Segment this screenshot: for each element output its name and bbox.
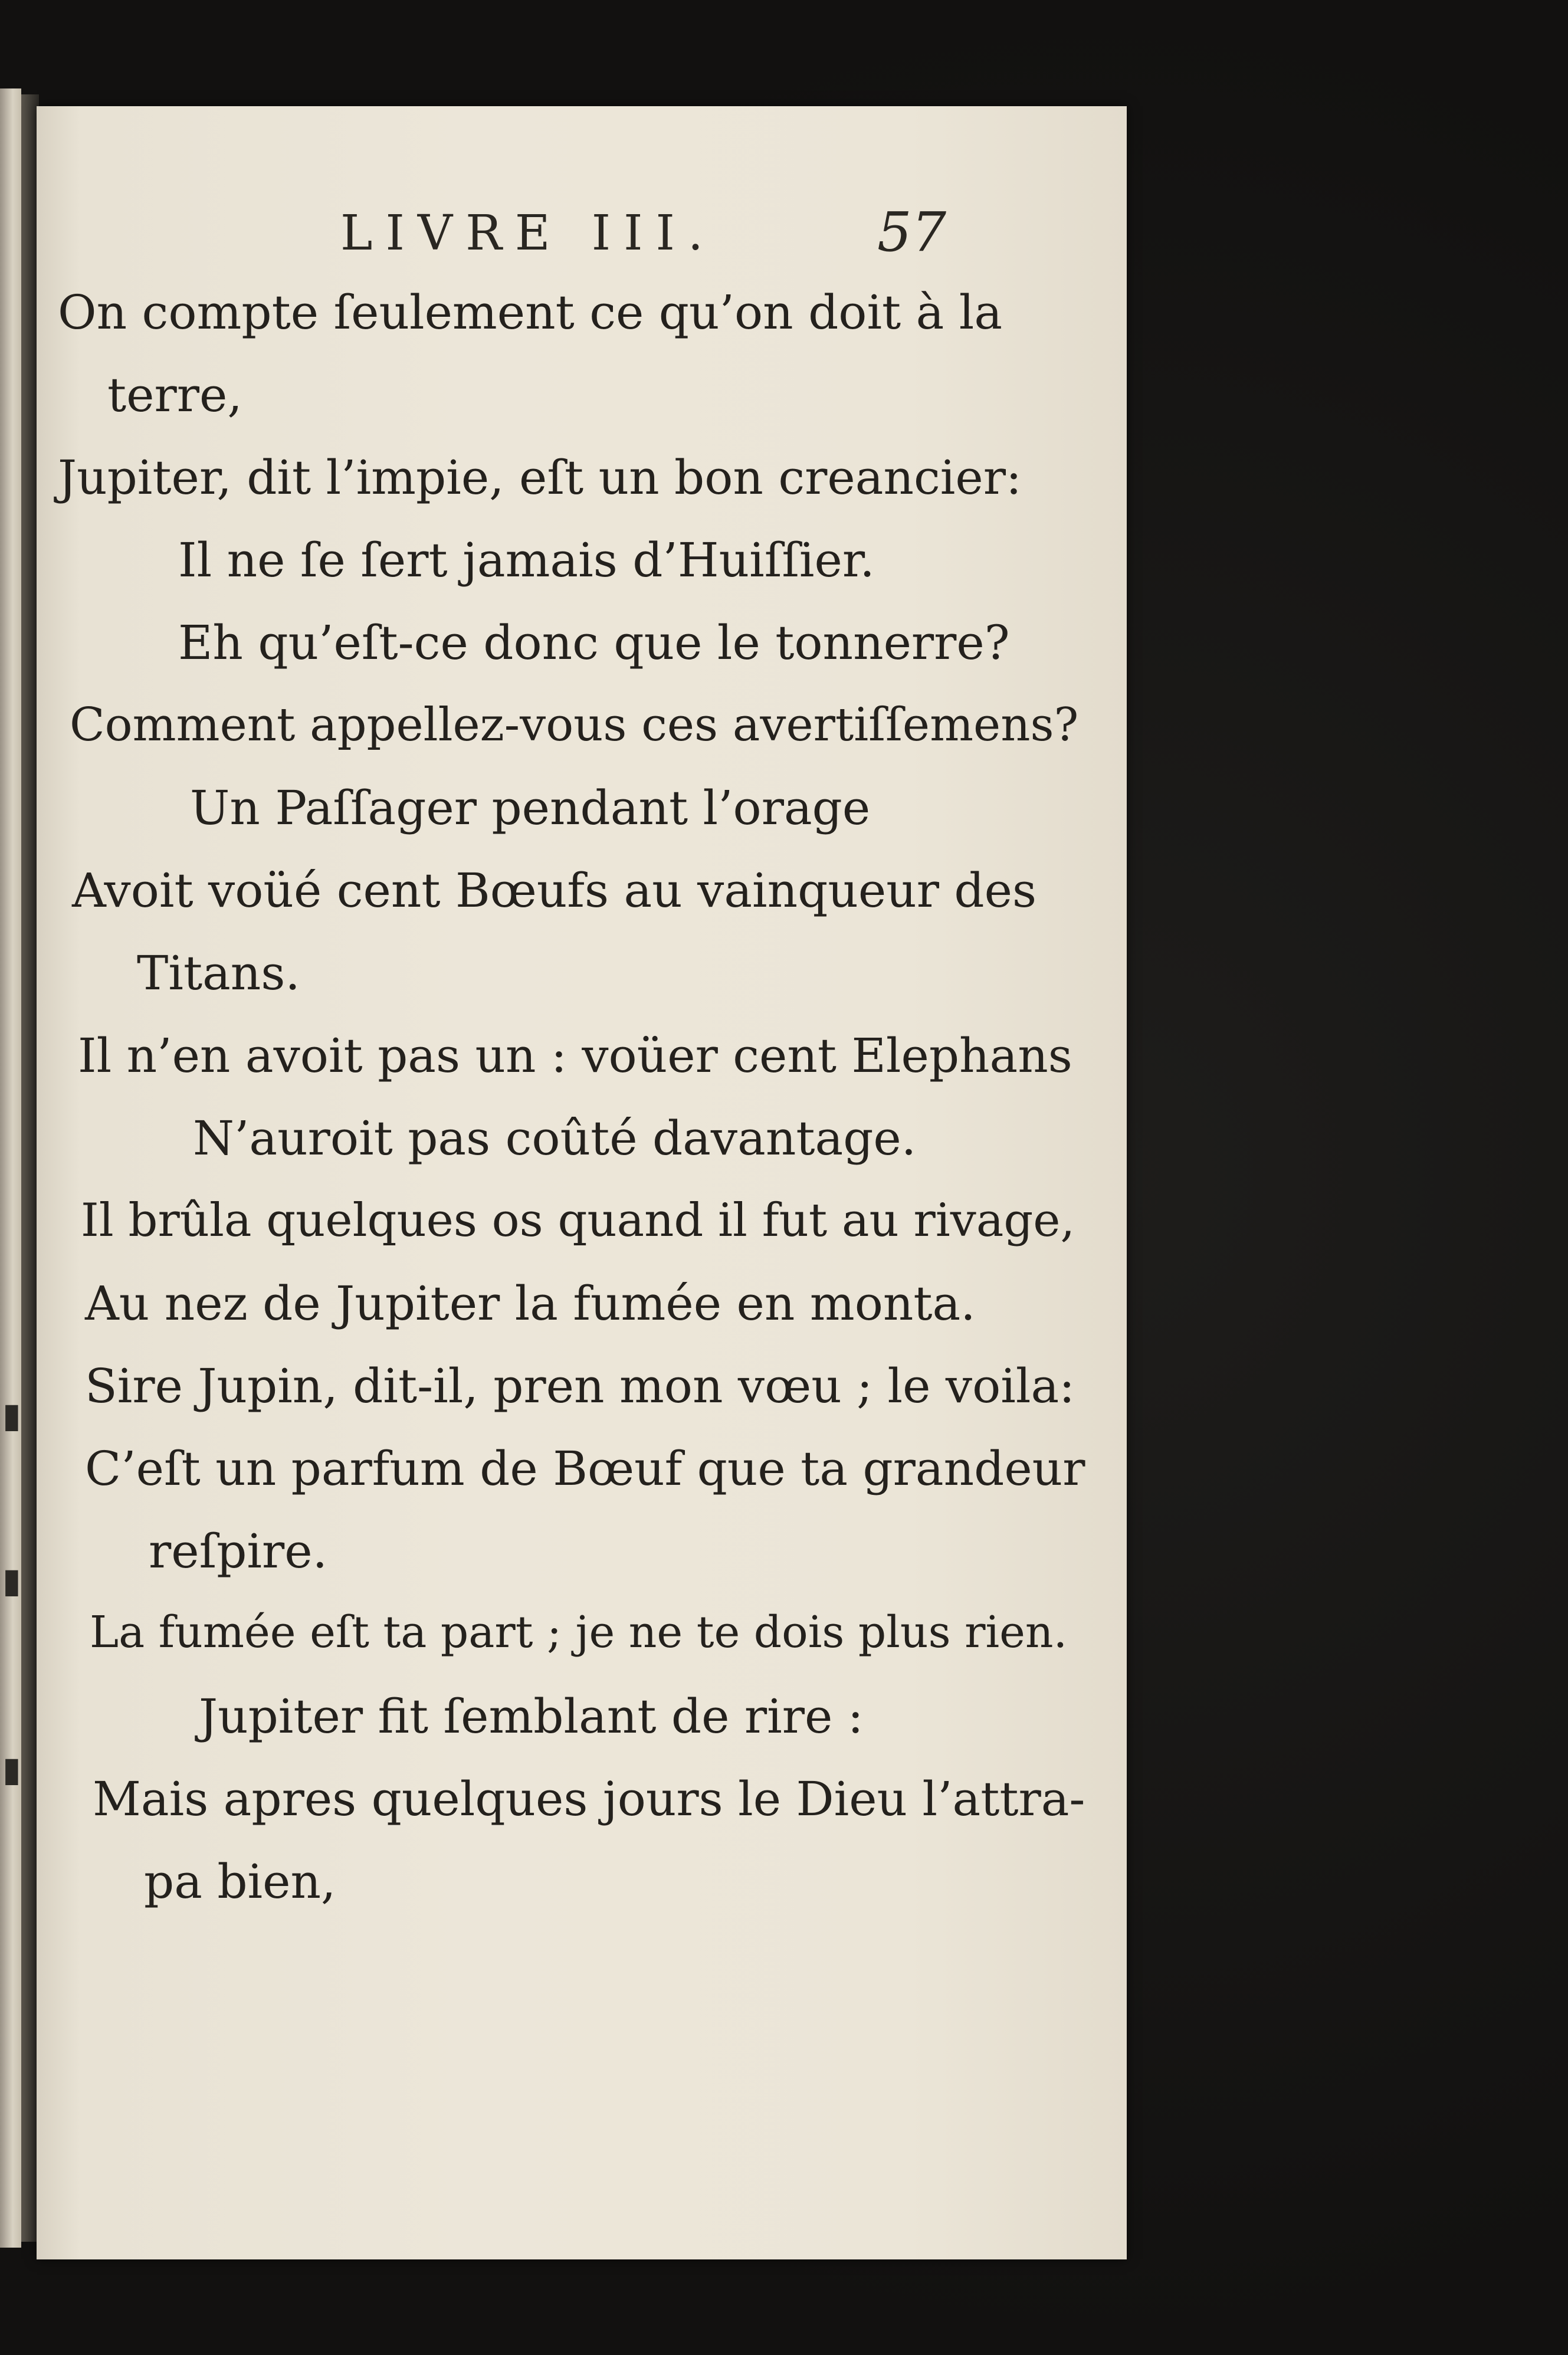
verse-line: Un Paſſager pendant l’orage	[190, 780, 871, 835]
verse-line: C’eſt un parfum de Bœuf que ta grandeur	[85, 1441, 1085, 1496]
verse-line: Mais apres quelques jours le Dieu l’attra-	[93, 1772, 1085, 1826]
verse-line: pa bien,	[144, 1854, 336, 1909]
verse-line: Il brûla quelques os quand il fut au rivage,	[81, 1194, 1075, 1247]
verse-line: N’auroit pas coûté davantage.	[193, 1111, 917, 1166]
verse-line: Il ne ſe ſert jamais d’Huiſſier.	[178, 533, 875, 588]
verse-line: Titans.	[137, 946, 300, 1001]
verse-line: Eh qu’eſt-ce donc que le tonnerre?	[178, 615, 1010, 670]
verse-line: terre,	[107, 368, 242, 422]
prev-page-fragment-glyph: ▮	[2, 1560, 21, 1600]
verse-line: On compte ſeulement ce qu’on doit à la	[58, 285, 1003, 340]
verse-line: Avoit voüé cent Bœufs au vainqueur des	[72, 863, 1036, 918]
prev-page-fragment-glyph: ▮	[2, 1395, 21, 1435]
verse-line: Au nez de Jupiter la fumée en monta.	[85, 1276, 976, 1331]
book-page	[37, 106, 1127, 2259]
verse-line: reſpire.	[149, 1524, 328, 1579]
prev-page-fragment-glyph: ▮	[2, 1749, 21, 1789]
verse-line: Sire Jupin, dit-il, pren mon vœu ; le voila:	[85, 1359, 1075, 1413]
verse-line: Jupiter fit ſemblant de rire :	[199, 1689, 864, 1744]
verse-line: La fumée eſt ta part ; je ne te dois plus rien.	[90, 1607, 1068, 1658]
page-number: 57	[877, 201, 947, 264]
running-head-title: LIVRE III.	[340, 205, 716, 261]
verse-line: Comment appellez-vous ces avertiſſemens?	[70, 698, 1079, 752]
previous-page-edge	[0, 88, 21, 2248]
verse-line: Jupiter, dit l’impie, eſt un bon creancier:	[58, 450, 1022, 505]
verse-line: Il n’en avoit pas un : voüer cent Elephans	[78, 1028, 1072, 1083]
